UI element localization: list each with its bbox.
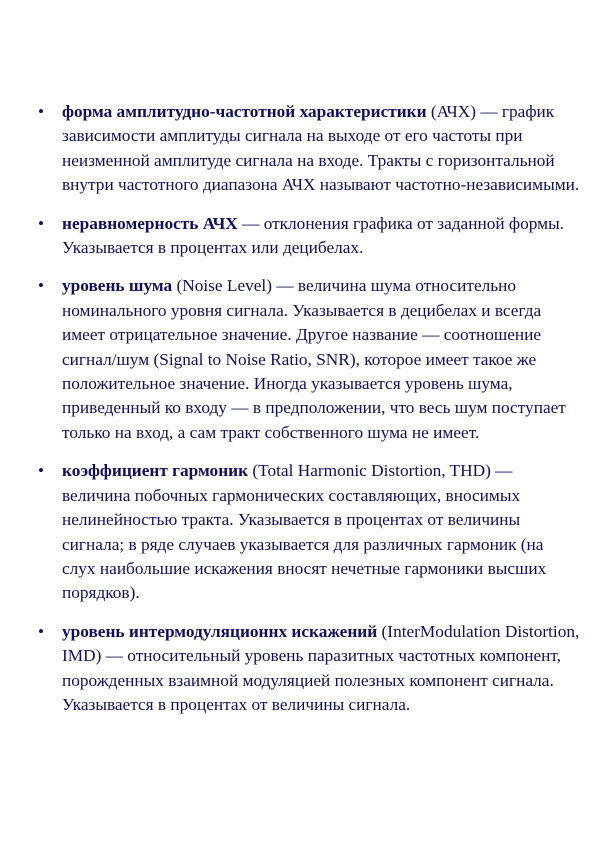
term-noise-level: уровень шума bbox=[62, 276, 173, 296]
term-frequency-unevenness: неравномерность АЧХ bbox=[62, 213, 238, 233]
list-item-noise-level bbox=[36, 274, 581, 445]
definition-list bbox=[36, 100, 581, 731]
term-thd: коэффициент гармоник bbox=[62, 461, 249, 481]
list-item-imd bbox=[36, 620, 581, 718]
list-item-frequency-unevenness bbox=[36, 212, 581, 261]
desc-noise-level: (Noise Level) — величина шума относительно номинального уровня сигнала. Указывается в децибелах и всегда имеет отрицательное значение. Другое название — соотношение сигнал/шум (Signal to Noise Ratio, SNR), которое имеет такое же положительное значение. Иногда указывается уровень шума, приведенный ко входу — в предположении, что весь шум поступает только на вход, а сам тракт собственного шума не имеет. bbox=[62, 276, 566, 442]
bullet-icon: • bbox=[38, 621, 44, 641]
list-item-frequency-response bbox=[36, 100, 581, 198]
bullet-icon: • bbox=[38, 276, 44, 296]
desc-frequency-unevenness: — отклонения графика от заданной формы. Указывается в процентах или децибелах. bbox=[62, 213, 564, 258]
term-frequency-response: форма амплитудно-частотной характеристики bbox=[62, 102, 427, 121]
bullet-icon: • bbox=[38, 213, 44, 233]
term-imd: уровень интермодуляционнх искажений bbox=[62, 621, 378, 641]
bullet-icon: • bbox=[38, 461, 44, 481]
desc-imd: (InterModulation Distortion, IMD) — относительный уровень паразитных частотных компонент, порожденных взаимной модуляцией полезных компонент сигнала. Указывается в процентах от величины сигнала. bbox=[62, 621, 580, 714]
desc-frequency-response: (АЧХ) — график зависимости амплитуды сигнала на выходе от его частоты при неизменной амплитуде сигнала на входе. Тракты с горизонтальной внутри частотного диапазона АЧХ называют частотно-независимыми. bbox=[62, 102, 580, 195]
bullet-icon: • bbox=[38, 102, 44, 121]
list-item-thd bbox=[36, 459, 581, 605]
desc-thd: (Total Harmonic Distortion, THD) — величина побочных гармонических составляющих, вносимых нелинейностью тракта. Указывается в процентах от величины сигнала; в ряде случаев указывается для различных гармоник (на слух наибольшие искажения вносят нечетные гармоники высших порядков). bbox=[62, 461, 547, 603]
